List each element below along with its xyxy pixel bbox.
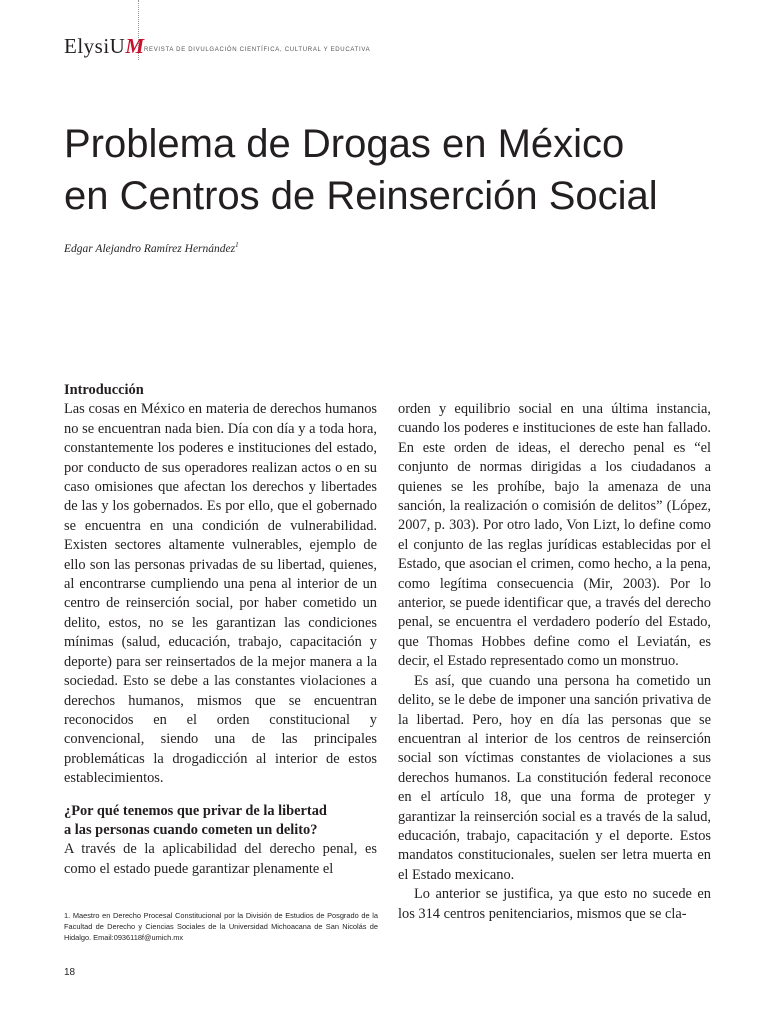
- author-name: Edgar Alejandro Ramírez Hernández: [64, 242, 236, 255]
- right-paragraph-1: orden y equilibrio social en una última instancia, cuando los poderes e instituciones de este han fallado. En este orden de ideas, el derecho penal es “el conjunto de normas dirigidas a los ciudadanos a quienes se les prohíbe, bajo la amenaza de una sanción, la realización o comisión de delitos” (López, 2007, p. 303). Por otro lado, Von Lizt, lo define como el conjunto de las reglas jurídicas establecidas por el Estado, que asocian el crimen, como hecho, a la pena, como legítima consecuencia (Mir, 2003). Por lo anterior, se puede identificar que, a través del derecho penal, se encuentra el verdadero poderío del Estado, que Thomas Hobbes define como el Leviatán, es decir, el Estado representado como un monstruo.: [398, 401, 711, 670]
- section2-heading-line-2: a las personas cuando cometen un delito?: [64, 821, 318, 838]
- intro-paragraph: Las cosas en México en materia de derechos humanos no se encuentran nada bien. Día con día y a toda hora, constantemente los poderes e instituciones del estado, por conducto de sus operadores realizan actos o en su caso omisiones que afectan los derechos y libertades de las y los gobernados. Es por ello, que el gobernado se encuentra en una condición de vulnerabilidad. Existen sectores altamente vulnerables, ejemplo de ello son las personas privadas de su libertad, quienes, al encontrarse cumpliendo una pena al interior de un centro de reinserción social, por haber cometido un delito, estos, no se les garantizan las condiciones mínimas (salud, educación, trabajo, capacitación y deporte) para ser reinsertados de la mejor manera a la sociedad. Esto se debe a las constantes violaciones a derechos humanos, mismos que se encuentran reconocidos en el orden constitucional y convencional, siendo una de las principales problemáticas la drogadicción al interior de estos establecimientos.: [64, 401, 377, 787]
- journal-tagline: REVISTA DE DIVULGACIÓN CIENTÍFICA, CULTURAL Y EDUCATIVA: [144, 47, 371, 53]
- author-footnote-mark: 1: [235, 241, 239, 249]
- logo-accent: M: [125, 34, 143, 58]
- article-title: [64, 118, 744, 222]
- title-line-1: Problema de Drogas en México: [64, 122, 625, 166]
- article-author: [64, 241, 239, 255]
- right-column: [398, 400, 711, 924]
- footnote: 1. Maestro en Derecho Procesal Constitucional por la División de Estudios de Posgrado de la Facultad de Derecho y Ciencias Sociales de la Universidad Michoacana de San Nicolás de Hidalgo. Email:0936118f@umich.mx: [64, 911, 378, 942]
- title-line-2: en Centros de Reinserción Social: [64, 174, 658, 218]
- section2-heading: [64, 802, 377, 841]
- section2-paragraph: A través de la aplicabilidad del derecho penal, es como el estado puede garantizar plenamente el: [64, 841, 377, 877]
- intro-heading: Introducción: [64, 382, 144, 398]
- left-column: [64, 381, 377, 879]
- right-paragraph-2: Es así, que cuando una persona ha cometido un delito, se le debe de imponer una sanción privativa de la libertad. Pero, hoy en día las personas que se encuentran al interior de los centros de reinserción social son víctimas constantes de violaciones a sus derechos humanos. La constitución federal reconoce en el artículo 18, que una forma de proteger y garantizar la reinserción social es a través de la salud, educación, trabajo, capacitación y el deporte. Estos mandatos constitucionales, suelen ser letra muerta en el Estado mexicano.: [398, 672, 711, 883]
- journal-logo: [64, 34, 142, 58]
- page-number: 18: [64, 967, 76, 978]
- logo-main: ElysiU: [64, 34, 126, 58]
- right-paragraph-3: Lo anterior se justifica, ya que esto no sucede en los 314 centros penitenciarios, mismos que se cla-: [398, 886, 711, 922]
- section2-heading-line-1: ¿Por qué tenemos que privar de la libertad: [64, 802, 327, 819]
